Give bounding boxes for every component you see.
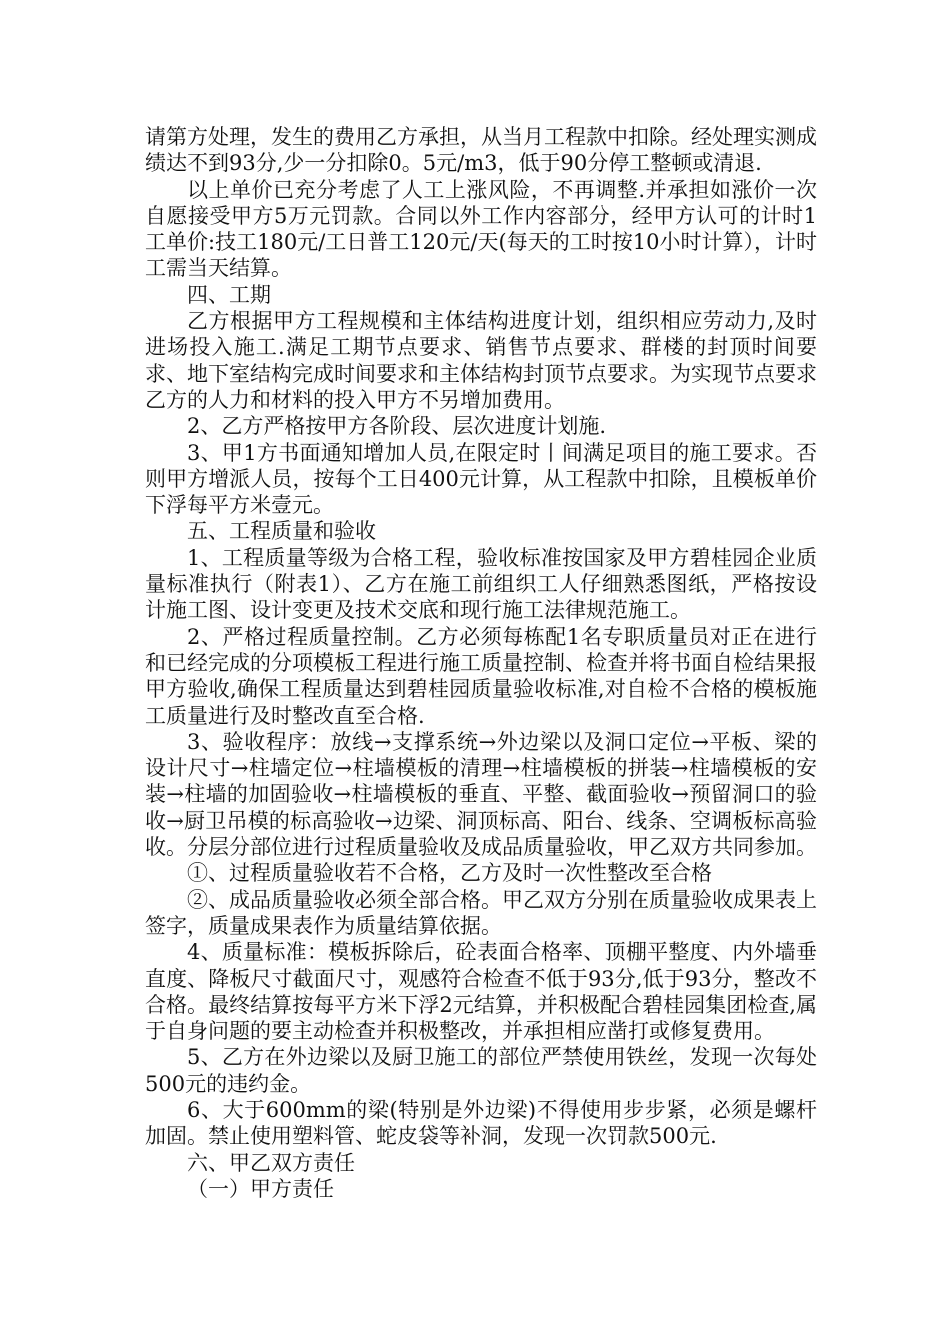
section-heading-4: 四、工期: [187, 282, 271, 307]
paragraph-2: 以上单价已充分考虑了人工上涨风险，不再调整.并承担如涨价一次自愿接受甲方5万元罚款。合同以外工作内容部分，经甲方认可的计时1工单价:技工180元/工日普工120元/天(每天的工时按10小时计算），计时工需当天结算。: [145, 177, 817, 281]
paragraph-11: ①、过程质量验收若不合格，乙方及时一次性整改至合格: [187, 861, 712, 886]
paragraph-13: 4、质量标准：模板拆除后，砼表面合格率、顶棚平整度、内外墙垂直度、降板尺寸截面尺寸，观感符合检查不低于93分,低于93分，整改不合格。最终结算按每平方米下浮2元结算，并积极配合碧桂园集团检查,属于自身问题的要主动检查并积极整改，并承担相应凿打或修复费用。: [145, 940, 817, 1044]
document-page: [145, 124, 817, 1202]
paragraph-1: 请第方处理，发生的费用乙方承担，从当月工程款中扣除。经处理实测成绩达不到93分,少一分扣除0。5元/m3，低于90分停工整顿或清退.: [145, 125, 817, 176]
paragraph-12: ②、成品质量验收必须全部合格。甲乙双方分别在质量验收成果表上签字，质量成果表作为质量结算依据。: [145, 887, 817, 938]
paragraph-14: 5、乙方在外边梁以及厨卫施工的部位严禁使用铁丝，发现一次每处500元的违约金。: [145, 1045, 817, 1096]
section-heading-6: 六、甲乙双方责任: [187, 1150, 355, 1175]
paragraph-8: 1、工程质量等级为合格工程，验收标准按国家及甲方碧桂园企业质量标准执行（附表1）、乙方在施工前组织工人仔细熟悉图纸，严格按设计施工图、设计变更及技术交底和现行施工法律规范施工。: [145, 545, 817, 623]
paragraph-4: 乙方根据甲方工程规模和主体结构进度计划，组织相应劳动力,及时进场投入施工.满足工期节点要求、销售节点要求、群楼的封顶时间要求、地下室结构完成时间要求和主体结构封顶节点要求。为实现节点要求乙方的人力和材料的投入甲方不另增加费用。: [145, 309, 817, 412]
paragraph-5: 2、乙方严格按甲方各阶段、层次进度计划施.: [187, 414, 607, 439]
section-heading-5: 五、工程质量和验收: [187, 519, 376, 544]
paragraph-9: 2、严格过程质量控制。乙方必须每栋配1名专职质量员对正在进行和已经完成的分项模板工程进行施工质量控制、检查并将书面自检结果报甲方验收,确保工程质量达到碧桂园质量验收标准,对自检不合格的模板施工质量进行及时整改直至合格.: [145, 624, 817, 728]
paragraph-6: 3、甲1方书面通知增加人员,在限定时丨间满足项目的施工要求。否则甲方增派人员，按每个工日400元计算，从工程款中扣除，且模板单价下浮每平方米壹元。: [145, 440, 817, 518]
subsection-heading-1: （一）甲方责任: [187, 1176, 334, 1201]
paragraph-15: 6、大于600mm的梁(特别是外边梁)不得使用步步紧，必须是螺杆加固。禁止使用塑料管、蛇皮袋等补洞，发现一次罚款500元.: [145, 1097, 817, 1149]
paragraph-10: 3、验收程序：放线→支撑系统→外边梁以及洞口定位→平板、梁的设计尺寸→柱墙定位→柱墙模板的清理→柱墙模板的拼装→柱墙模板的安装→柱墙的加固验收→柱墙模板的垂直、平整、截面验收→预留洞口的验收→厨卫吊模的标高验收→边梁、洞顶标高、阳台、线条、空调板标高验收。分层分部位进行过程质量验收及成品质量验收，甲乙双方共同参加。: [145, 729, 817, 860]
